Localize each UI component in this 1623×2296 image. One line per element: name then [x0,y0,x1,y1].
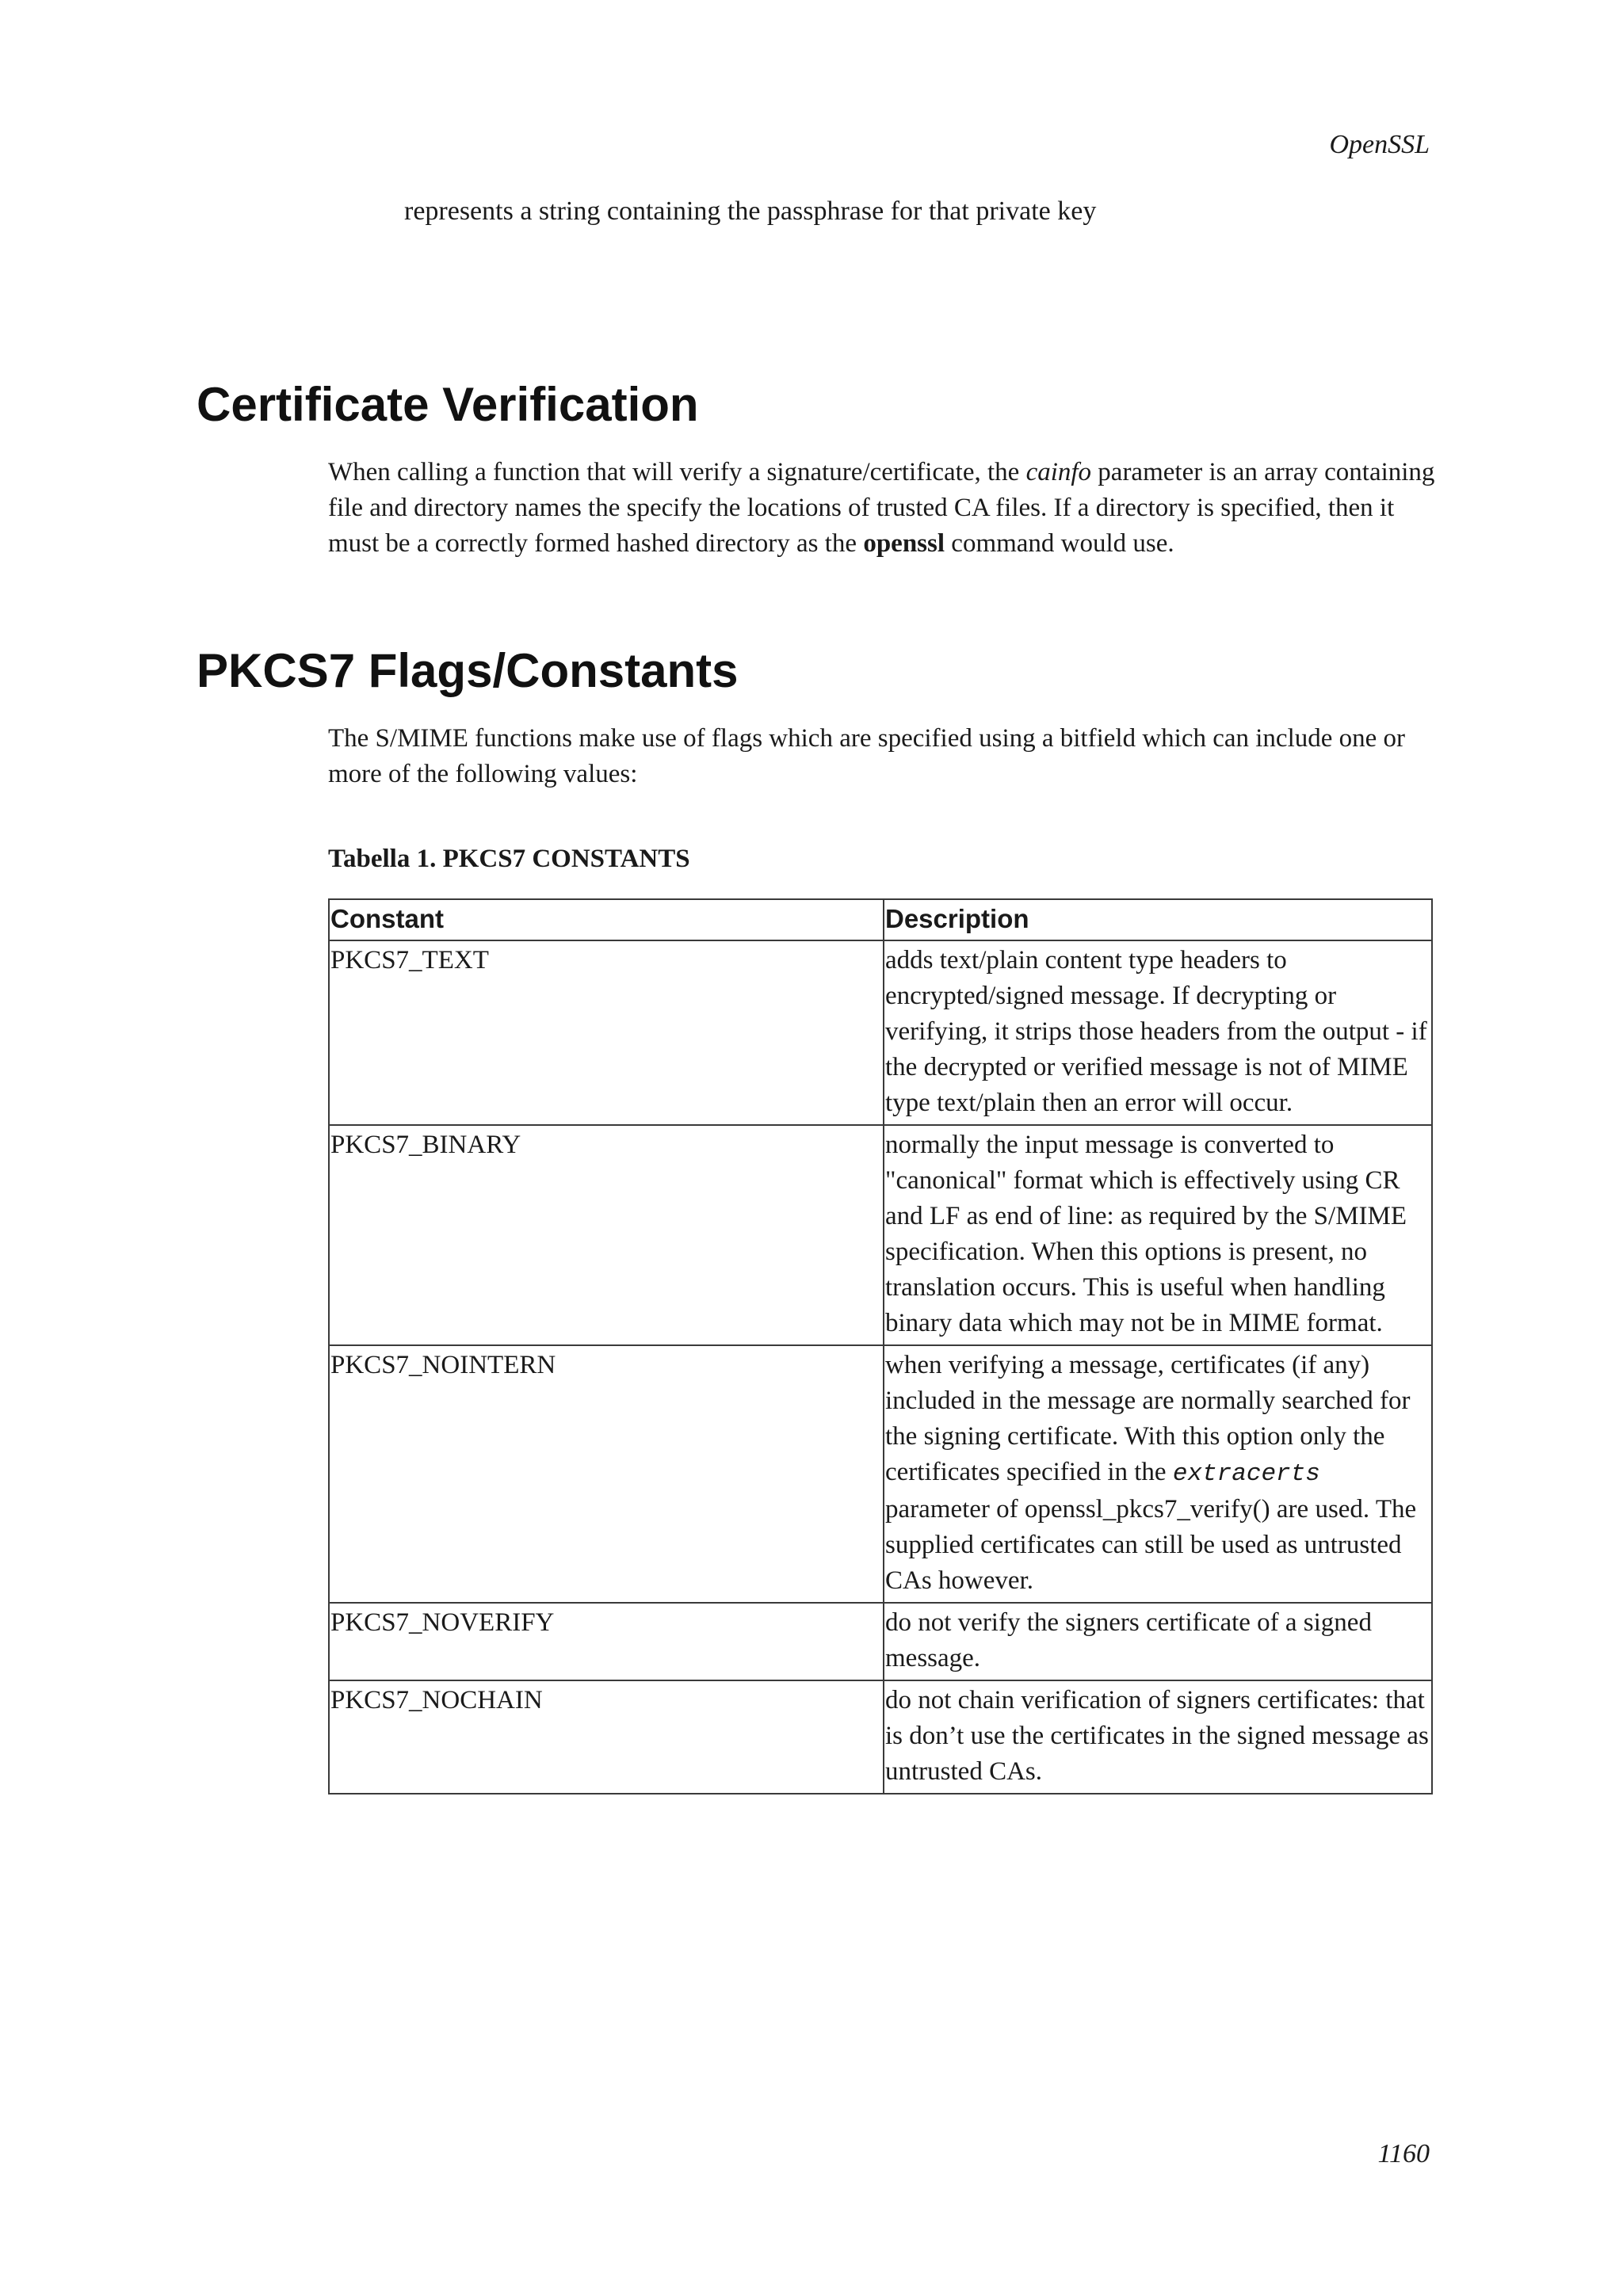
table-row [329,1680,1432,1794]
column-header-constant: Constant [329,899,884,940]
description-cell: adds text/plain content type headers to encrypted/signed message. If decrypting or verifying, it strips those headers from the output - if the decrypted or verified message is not of MIME type text/plain then an error will occur. [884,940,1432,1125]
constant-cell: PKCS7_TEXT [329,940,884,1125]
text-run: When calling a function that will verify a signature/certificate, the [328,458,1026,486]
constant-cell: PKCS7_NOCHAIN [329,1680,884,1794]
description-cell: do not verify the signers certificate of a signed message. [884,1603,1432,1680]
table-row [329,1603,1432,1680]
description-cell: normally the input message is converted to "canonical" format which is effectively using CR and LF as end of line: as required by the S/MIME specification. When this options is present, no translation occurs. This is useful when handling binary data which may not be in MIME format. [884,1125,1432,1345]
section-title-certificate-verification: Certificate Verification [197,378,699,431]
constant-cell: PKCS7_BINARY [329,1125,884,1345]
table-row [329,1345,1432,1603]
certificate-verification-paragraph [328,455,1438,562]
page-number: 1160 [1377,2139,1430,2168]
text-run: command would use. [945,529,1174,558]
constant-cell: PKCS7_NOVERIFY [329,1603,884,1680]
text-run: parameter of openssl_pkcs7_verify() are used. The supplied certificates can still be used as untrusted CAs however. [885,1495,1417,1595]
param-cainfo: cainfo [1025,458,1092,486]
description-cell: do not chain verification of signers certificates: that is don’t use the certificates in the signed message as untrusted CAs. [884,1680,1432,1794]
section-title-pkcs7-flags: PKCS7 Flags/Constants [197,644,739,697]
running-header: OpenSSL [1329,130,1430,159]
text-run: when verifying a message, certificates (if any) included in the message are normally searched for the signing certificate. With this option only the certificates specified in the [885,1351,1411,1486]
param-extracerts: extracerts [1172,1460,1320,1488]
column-header-description: Description [884,899,1432,940]
pkcs7-flags-paragraph: The S/MIME functions make use of flags which are specified using a bitfield which can include one or more of the following values: [328,724,1406,788]
table-caption: Tabella 1. PKCS7 CONSTANTS [328,845,690,873]
continued-text: represents a string containing the passphrase for that private key [404,196,1097,226]
text-run: parameter is an array containing file and directory names the specify the locations of trusted CA files. If a directory is specified, then it must be a correctly formed hashed directory as the [328,458,1435,558]
description-cell [884,1345,1432,1603]
pkcs7-constants-table [328,898,1433,1794]
table-row [329,1125,1432,1345]
table-row [329,940,1432,1125]
table-header-row [329,899,1432,940]
constant-cell: PKCS7_NOINTERN [329,1345,884,1603]
command-openssl: openssl [863,529,945,558]
